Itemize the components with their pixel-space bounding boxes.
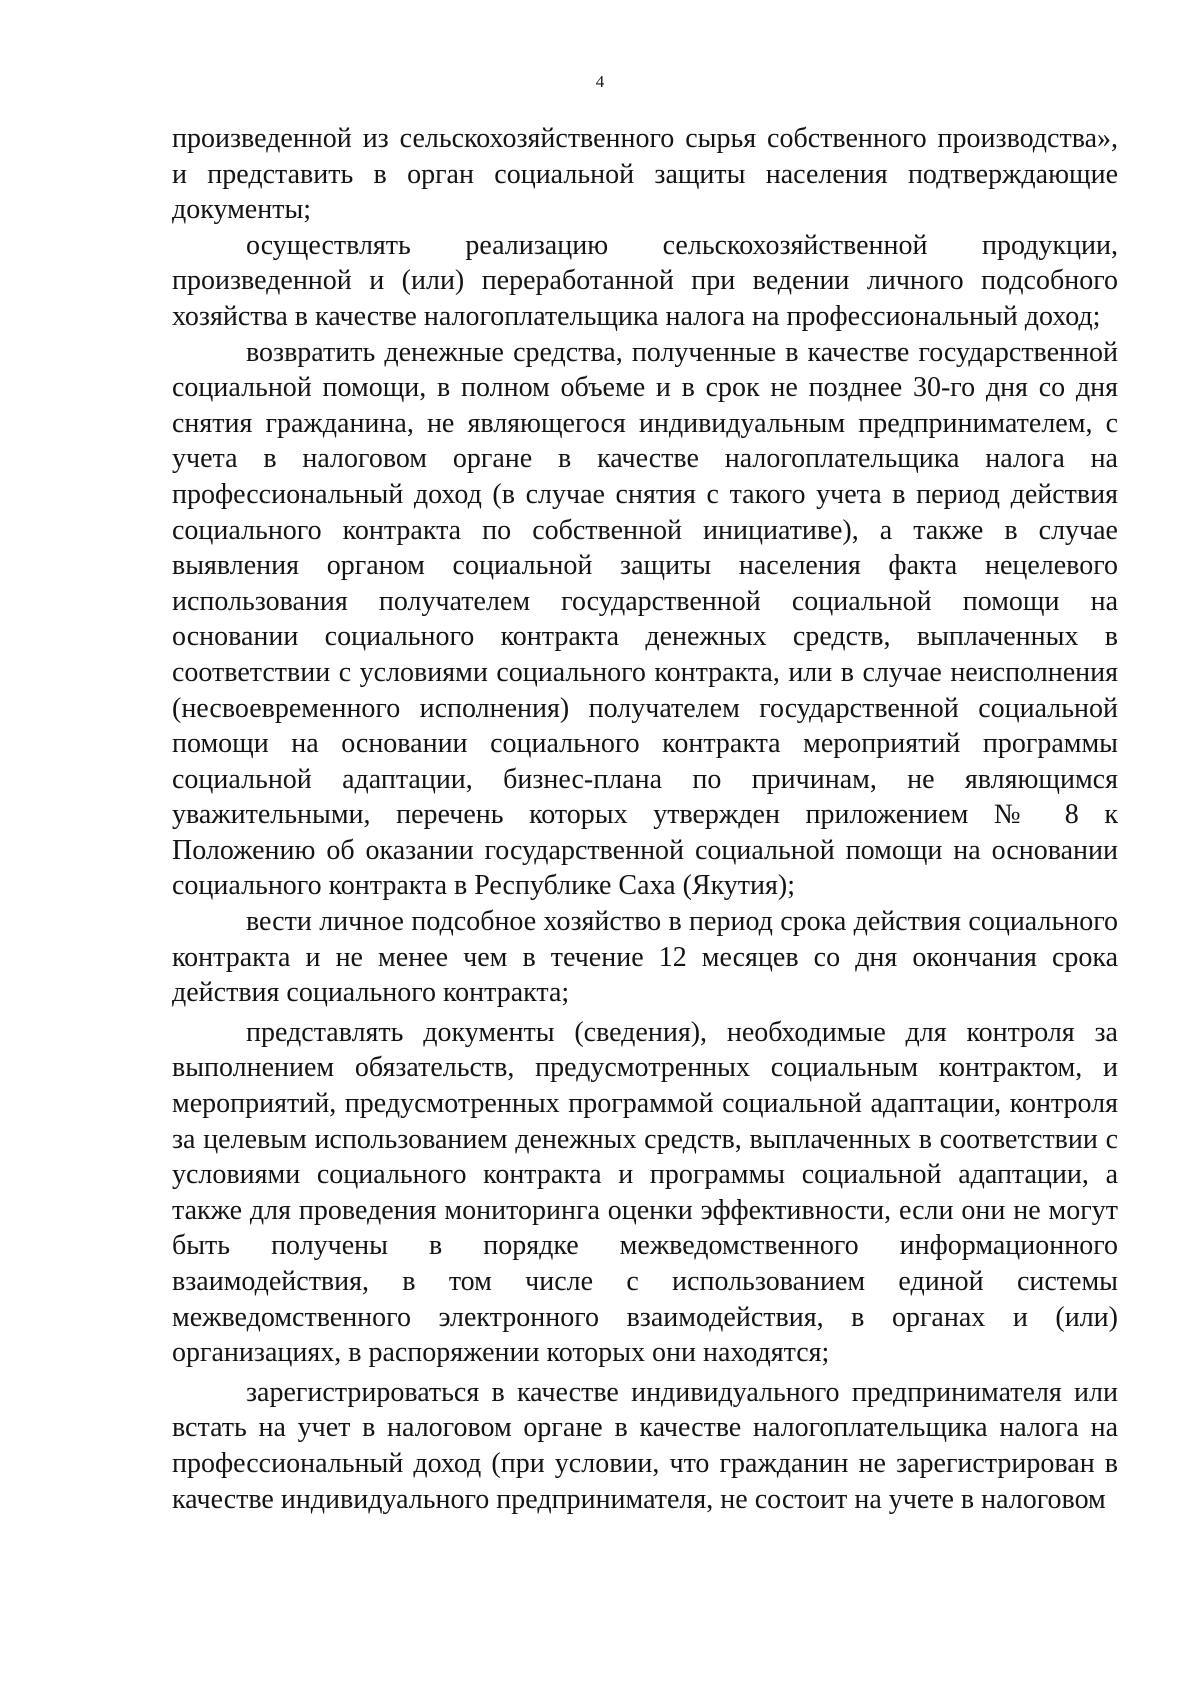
paragraph-refund-obligation: возвратить денежные средства, полученные в качестве государственной социальной помощи, в полном объеме и в срок не позднее 30-го дня со дня снятия гражданина, не являющегося индивидуальным предпринимателем, с учета в налоговом органе в качестве налогоплательщика налога на профессиональный доход (в случае снятия с такого учета в период действия социального контракта по собственной инициативе), а также в случае выявления органом социальной защиты населения факта нецелевого использования получателем государственной социальной помощи на основании социального контракта денежных средств, выплаченных в соответствии с условиями социального контракта, или в случае неисполнения (несвоевременного исполнения) получателем государственной социальной помощи на основании социального контракта мероприятий программы социальной адаптации, бизнес-плана по причинам, не являющимся уважительными, перечень которых утвержден приложением № 8 к Положению об оказании государственной социальной помощи на основании социального контракта в Республике Саха (Якутия);: [172, 336, 1118, 902]
paragraph-registration-obligation: зарегистрироваться в качестве индивидуального предпринимателя или встать на учет в налоговом органе в качестве налогоплательщика налога на профессиональный доход (при условии, что гражданин не зарегистрирован в качестве индивидуального предпринимателя, не состоит на учете в налоговом: [172, 1376, 1118, 1515]
document-body: [172, 121, 1118, 1517]
paragraph-continuation: произведенной из сельскохозяйственного сырья собственного производства», и представить в орган социальной защиты населения подтверждающие документы;: [172, 123, 1118, 226]
paragraph-sales-obligation: осуществлять реализацию сельскохозяйственной продукции, произведенной и (или) переработанной при ведении личного подсобного хозяйства в качестве налогоплательщика налога на профессиональный доход;: [172, 229, 1118, 332]
page-number: 4: [595, 72, 605, 91]
paragraph-household-obligation: вести личное подсобное хозяйство в период срока действия социального контракта и не менее чем в течение 12 месяцев со дня окончания срока действия социального контракта;: [172, 906, 1118, 1009]
paragraph-documents-obligation: представлять документы (сведения), необходимые для контроля за выполнением обязательств, предусмотренных социальным контрактом, и мероприятий, предусмотренных программой социальной адаптации, контроля за целевым использованием денежных средств, выплаченных в соответствии с условиями социального контракта и программы социальной адаптации, а также для проведения мониторинга оценки эффективности, если они не могут быть получены в порядке межведомственного информационного взаимодействия, в том числе с использованием единой системы межведомственного электронного взаимодействия, в органах и (или) организациях, в распоряжении которых они находятся;: [172, 1016, 1118, 1369]
